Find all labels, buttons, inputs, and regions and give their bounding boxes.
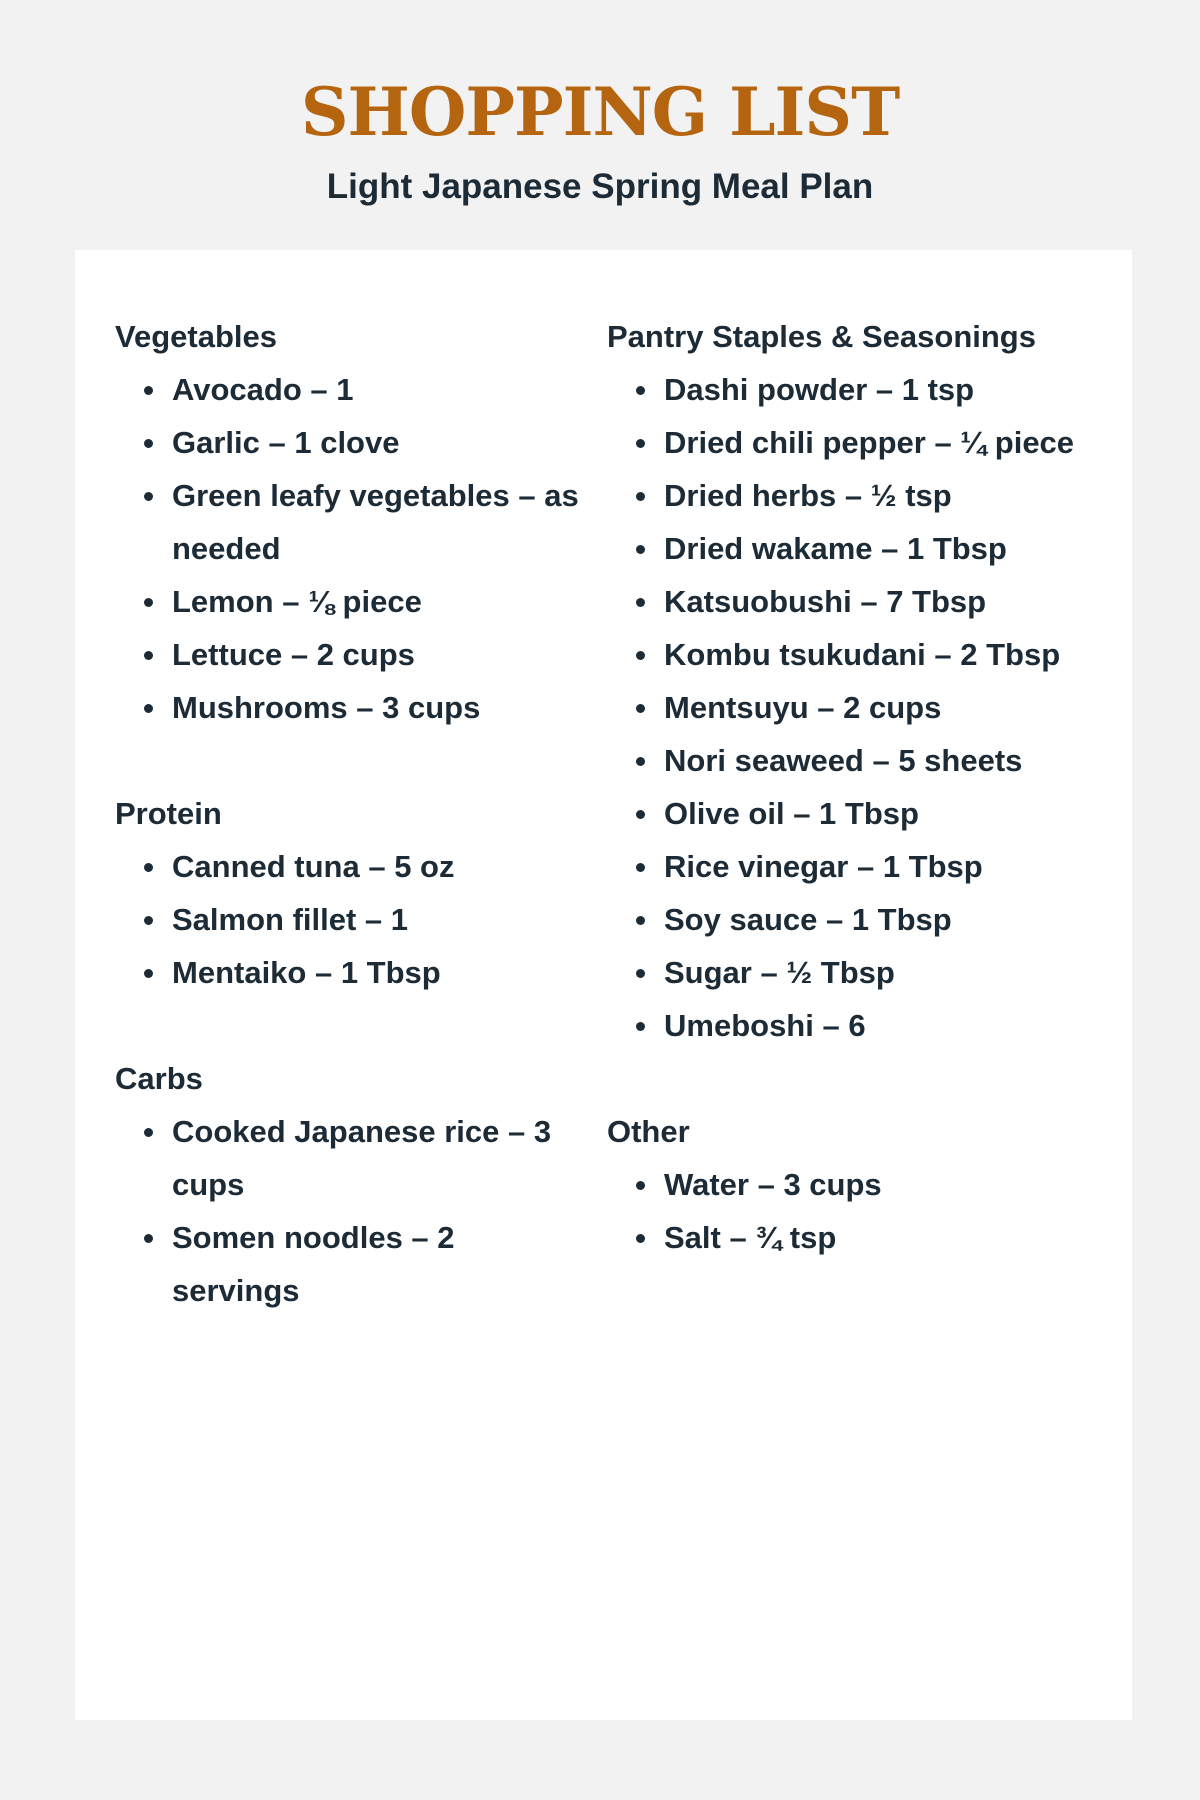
list-item: Kombu tsukudani – 2 Tbsp: [607, 628, 1107, 681]
section-title: Carbs: [115, 1061, 203, 1096]
section-title: Protein: [115, 796, 222, 831]
list-item: Katsuobushi – 7 Tbsp: [607, 575, 1107, 628]
item-list: [607, 363, 1107, 1052]
list-item: Cooked Japanese rice – 3 cups: [115, 1105, 585, 1211]
list-item: Garlic – 1 clove: [115, 416, 585, 469]
section-title: Vegetables: [115, 319, 277, 354]
list-item: Rice vinegar – 1 Tbsp: [607, 840, 1107, 893]
list-item: Dashi powder – 1 tsp: [607, 363, 1107, 416]
list-item: Dried wakame – 1 Tbsp: [607, 522, 1107, 575]
list-item: Mentaiko – 1 Tbsp: [115, 946, 585, 999]
left-column: [115, 310, 585, 1370]
list-item: Nori seaweed – 5 sheets: [607, 734, 1107, 787]
section-carbs: [115, 1052, 585, 1317]
list-item: Olive oil – 1 Tbsp: [607, 787, 1107, 840]
list-item: Water – 3 cups: [607, 1158, 1107, 1211]
section-protein: [115, 787, 585, 999]
list-item: Somen noodles – 2 servings: [115, 1211, 585, 1317]
list-item: Sugar – ½ Tbsp: [607, 946, 1107, 999]
list-item: Mushrooms – 3 cups: [115, 681, 585, 734]
list-item: Mentsuyu – 2 cups: [607, 681, 1107, 734]
right-column: [607, 310, 1107, 1317]
shopping-list-card: [75, 250, 1132, 1720]
list-item: Soy sauce – 1 Tbsp: [607, 893, 1107, 946]
item-list: [115, 1105, 585, 1317]
list-item: Dried chili pepper – ¼ piece: [607, 416, 1107, 469]
list-item: Lemon – ⅛ piece: [115, 575, 585, 628]
list-item: Avocado – 1: [115, 363, 585, 416]
section-title: Pantry Staples & Seasonings: [607, 319, 1036, 354]
item-list: [607, 1158, 1107, 1264]
section-title: Other: [607, 1114, 690, 1149]
page-title: SHOPPING LIST: [300, 73, 900, 151]
item-list: [115, 840, 585, 999]
item-list: [115, 363, 585, 734]
list-item: Lettuce – 2 cups: [115, 628, 585, 681]
list-item: Green leafy vegetables – as needed: [115, 469, 585, 575]
list-item: Umeboshi – 6: [607, 999, 1107, 1052]
section-vegetables: [115, 310, 585, 734]
list-item: Salmon fillet – 1: [115, 893, 585, 946]
section-other: [607, 1105, 1107, 1264]
list-item: Dried herbs – ½ tsp: [607, 469, 1107, 522]
page-subtitle: Light Japanese Spring Meal Plan: [326, 167, 874, 206]
list-item: Salt – ¾ tsp: [607, 1211, 1107, 1264]
list-item: Canned tuna – 5 oz: [115, 840, 585, 893]
section-pantry: [607, 310, 1107, 1052]
